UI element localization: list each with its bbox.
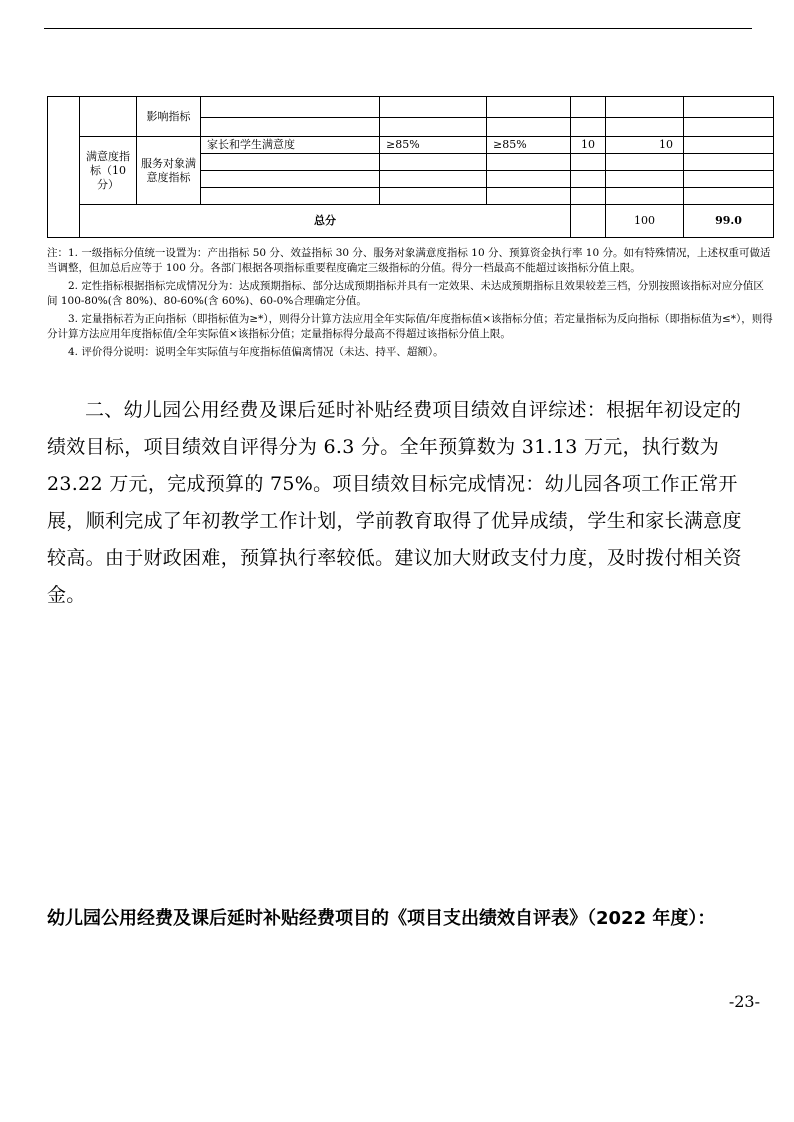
note-1: 注：1. 一级指标分值统一设置为：产出指标 50 分、效益指标 30 分、服务对象满意度指标 10 分、预算资金执行率 10 分。如有特殊情况，上述权重可做适当调整，但加总后应等于 100 分。各部门根据各项指标重要程度确定三级指标的分值。得分一档最高不能超过该指标分值上限。 [47,247,771,274]
note-2: 2. 定性指标根据指标完成情况分为：达成预期指标、部分达成预期指标并具有一定效果、未达成预期指标且效果较差三档，分别按照该指标对应分值区间 100-80%(含 80%)、80-60%(含 60%)、60-0%合理确定分值。 [47,280,764,307]
blank-cell [48,97,80,238]
satisfaction-target: ≥85% [380,137,487,154]
score-table [47,96,774,238]
satisfaction-tier2-label: 服务对象满意度指标 [137,137,201,205]
satisfaction-tier1-label: 满意度指标（10分） [80,137,137,205]
satisfaction-actual: ≥85% [487,137,571,154]
note-3: 3. 定量指标若为正向指标（即指标值为≥*），则得分计算方法应用全年实际值/年度指标值×该指标分值；若定量指标为反向指标（即指标值为≤*），则得分计算方法应用年度指标值/全年实际值×该指标分值；定量指标得分最高不得超过该指标分值上限。 [47,313,773,340]
note-4: 4. 评价得分说明：说明全年实际值与年度指标值偏离情况（未达、持平、超额）。 [68,346,444,358]
satisfaction-weight: 10 [571,137,606,154]
total-label: 总分 [80,205,571,238]
satisfaction-indicator: 家长和学生满意度 [201,137,380,154]
table-notes [47,246,773,363]
summary-paragraph: 二、幼儿园公用经费及课后延时补贴经费项目绩效自评综述：根据年初设定的绩效目标，项目绩效自评得分为 6.3 分。全年预算数为 31.13 万元，执行数为 23.22 万元，完成预算的 75%。项目绩效目标完成情况：幼儿园各项工作正常开展，顺利完成了年初教学工作计划，学前教育取得了优异成绩，学生和家长满意度较高。由于财政困难，预算执行率较低。建议加大财政支付力度，及时拨付相关资金。 [47,399,742,606]
total-score: 99.0 [684,205,774,238]
evaluation-summary [47,392,757,614]
blank-cell [80,97,137,137]
header-rule [44,28,752,29]
total-weight: 100 [606,205,684,238]
satisfaction-score: 10 [606,137,684,154]
page-number: -23- [728,992,760,1011]
section-heading: 幼儿园公用经费及课后延时补贴经费项目的《项目支出绩效自评表》（2022 年度）： [47,908,716,929]
impact-indicator-label: 影响指标 [137,97,201,137]
